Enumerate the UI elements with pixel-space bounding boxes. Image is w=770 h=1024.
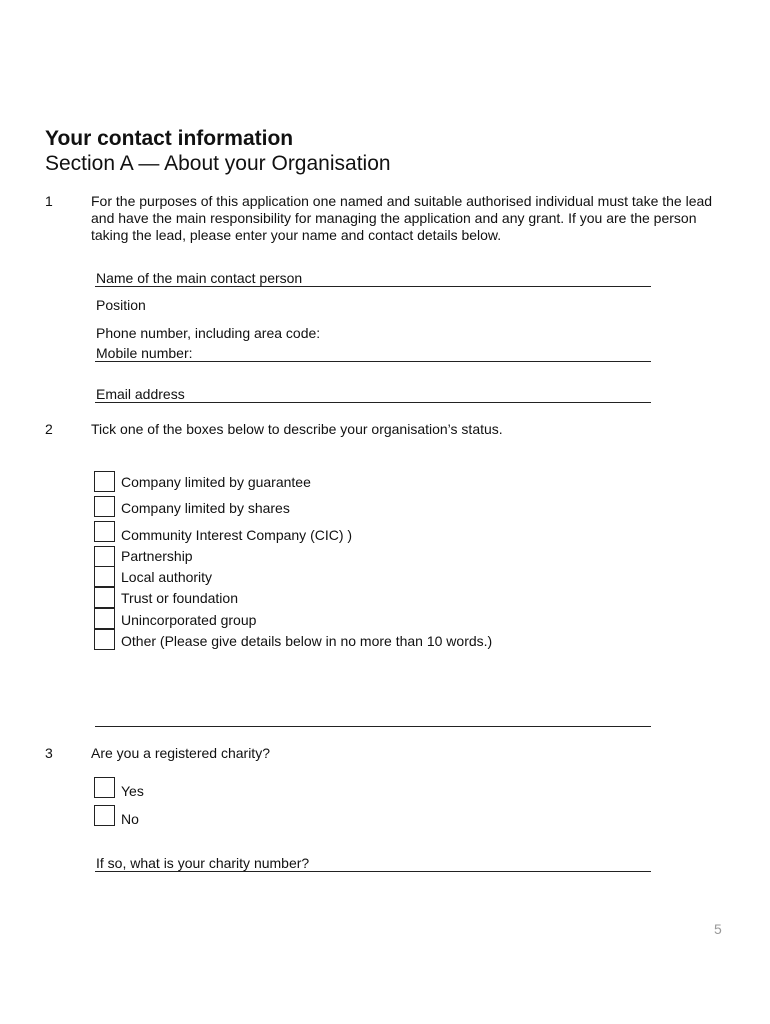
status-checkbox-partnership[interactable] bbox=[94, 546, 115, 567]
charity-yes-checkbox[interactable] bbox=[94, 777, 115, 798]
email-field[interactable] bbox=[95, 402, 651, 403]
contact-name-field[interactable] bbox=[95, 286, 651, 287]
question-3-text: Are you a registered charity? bbox=[91, 745, 270, 761]
charity-no-label: No bbox=[121, 811, 139, 827]
phone-mobile-field[interactable] bbox=[95, 361, 651, 362]
other-details-field[interactable] bbox=[95, 726, 651, 727]
question-3-number: 3 bbox=[45, 745, 53, 761]
page-title: Your contact information bbox=[45, 127, 294, 150]
status-option-label: Trust or foundation bbox=[121, 590, 238, 606]
question-2-text: Tick one of the boxes below to describe your organisation’s status. bbox=[91, 421, 503, 437]
status-checkbox-unincorporated[interactable] bbox=[94, 608, 115, 629]
page-number: 5 bbox=[714, 921, 722, 937]
status-checkbox-trust[interactable] bbox=[94, 587, 115, 608]
contact-name-label: Name of the main contact person bbox=[96, 270, 303, 286]
status-option-label: Company limited by guarantee bbox=[121, 474, 311, 490]
charity-number-label: If so, what is your charity number? bbox=[96, 855, 310, 871]
status-checkbox-shares[interactable] bbox=[94, 496, 115, 517]
status-option-label: Community Interest Company (CIC) ) bbox=[121, 527, 353, 543]
status-option-label: Unincorporated group bbox=[121, 612, 257, 628]
status-checkbox-other[interactable] bbox=[94, 629, 115, 650]
status-option-label: Local authority bbox=[121, 569, 213, 585]
question-2-number: 2 bbox=[45, 421, 53, 437]
status-option-label: Company limited by shares bbox=[121, 500, 290, 516]
status-option-label: Partnership bbox=[121, 548, 193, 564]
question-1-text: For the purposes of this application one named and suitable authorised individual must take the lead and have the main responsibility for managing the application and any grant. If you are the person taking the lead, please enter your name and contact details below. bbox=[91, 193, 713, 243]
status-checkbox-local-authority[interactable] bbox=[94, 566, 115, 587]
section-title: Section A — About your Organisation bbox=[45, 152, 391, 175]
phone-label: Phone number, including area code: bbox=[96, 325, 321, 341]
mobile-label: Mobile number: bbox=[96, 345, 193, 361]
question-1-number: 1 bbox=[45, 193, 53, 209]
position-label: Position bbox=[96, 297, 146, 313]
charity-number-field[interactable] bbox=[95, 871, 651, 872]
email-label: Email address bbox=[96, 386, 185, 402]
status-checkbox-cic[interactable] bbox=[94, 521, 115, 542]
status-checkbox-guarantee[interactable] bbox=[94, 471, 115, 492]
charity-no-checkbox[interactable] bbox=[94, 805, 115, 826]
status-option-label: Other (Please give details below in no more than 10 words.) bbox=[121, 633, 493, 649]
charity-yes-label: Yes bbox=[121, 783, 144, 799]
